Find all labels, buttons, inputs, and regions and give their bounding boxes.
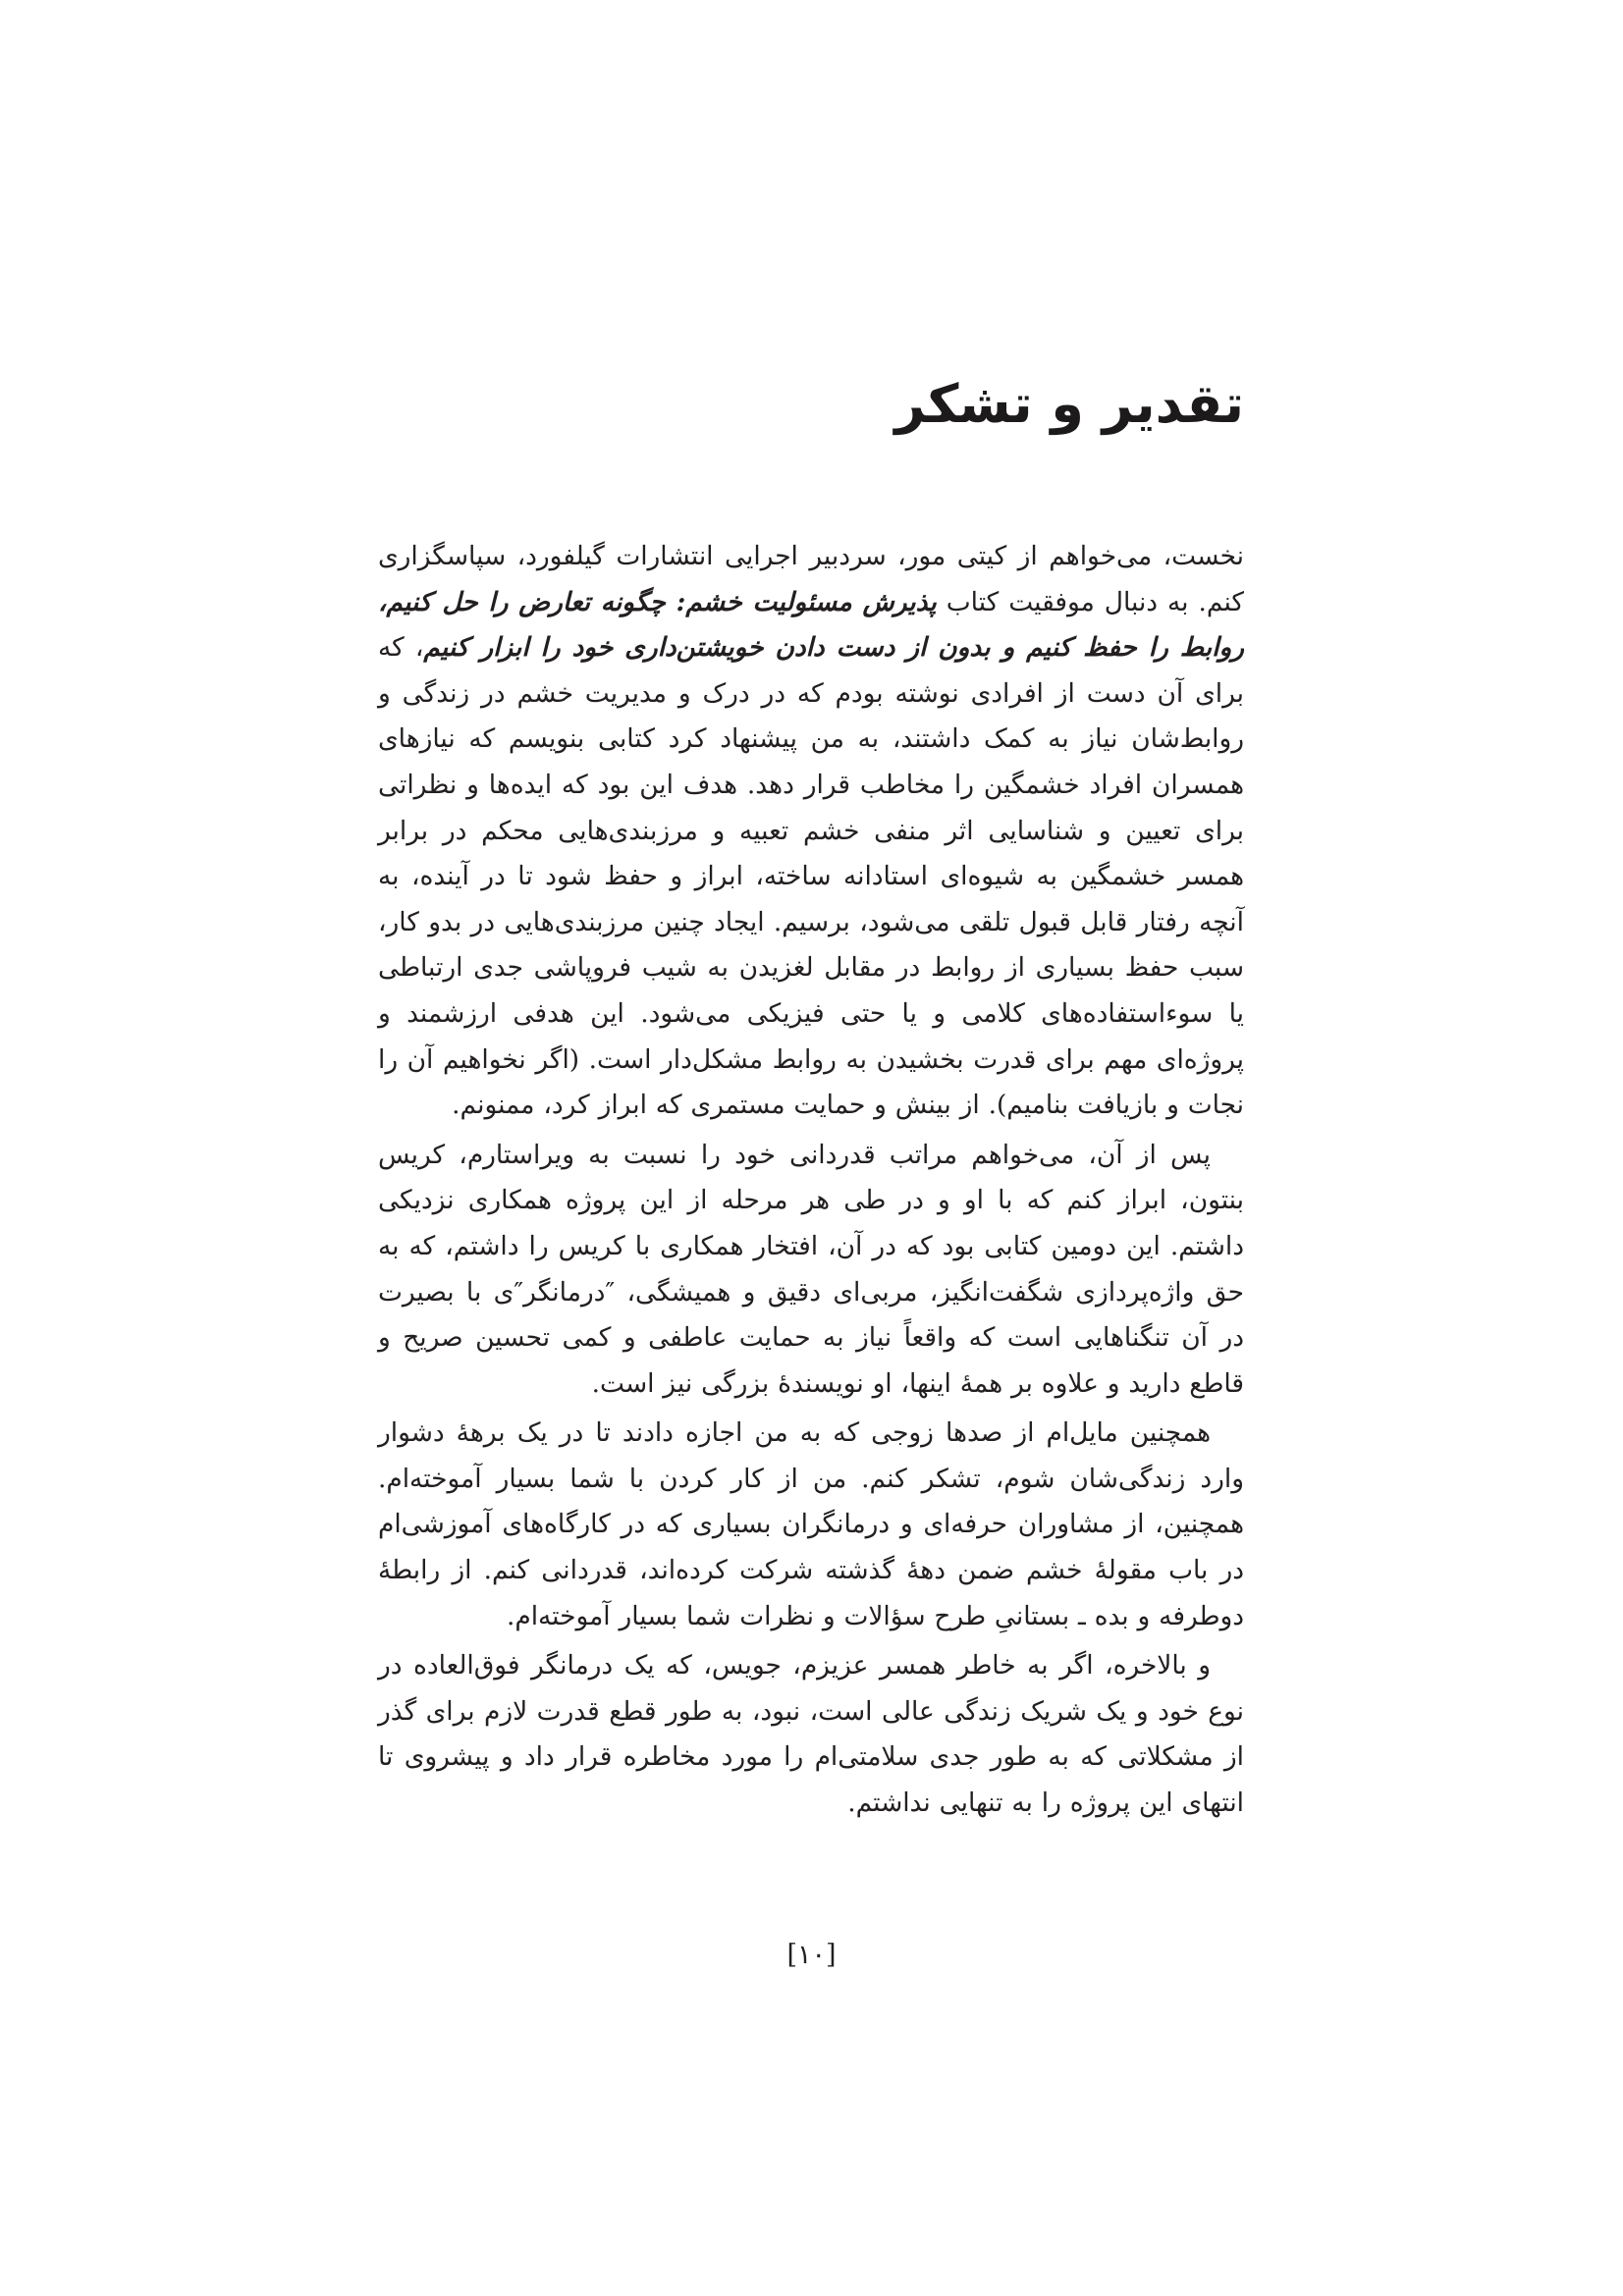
- paragraph-2: پس از آن، می‌خواهم مراتب قدردانی خود را نسبت به ویراستارم، کریس بنتون، ابراز کنم که با او و در طی هر مرحله از این پروژه همکاری نزدیکی داشتم. این دومین کتابی بود که در آن، افتخار همکاری با کریس را داشتم، که به حق واژه‌پردازی شگفت‌انگیز، مربی‌ای دقیق و همیشگی، ″درمانگر″ی با بصیرت در آن تنگناهایی است که واقعاً نیاز به حمایت عاطفی و کمی تحسین صریح و قاطع دارید و علاوه بر همهٔ اینها، او نویسندهٔ بزرگی نیز است.: [378, 1139, 1244, 1399]
- paragraph-1: [378, 534, 1244, 1129]
- paragraph-1-rest: ، که برای آن دست از افرادی نوشته بودم که در درک و مدیریت خشم در زندگی و روابط‌شان نیاز به کمک داشتند، به من پیشنهاد کرد کتابی بنویسم که نیازهای همسران افراد خشمگین را مخاطب قرار دهد. هدف این بود که ایده‌ها و نظراتی برای تعیین و شناسایی اثر منفی خشم تعبیه و مرزبندی‌هایی محکم در برابر همسر خشمگین به شیوه‌ای استادانه ساخته، ابراز و حفظ شود تا در آینده، به آنچه رفتار قابل قبول تلقی می‌شود، برسیم. ایجاد چنین مرزبندی‌هایی در بدو کار، سبب حفظ بسیاری از روابط در مقابل لغزیدن به شیب فروپاشی جدی ارتباطی یا سوءاستفاده‌های کلامی و یا حتی فیزیکی می‌شود. این هدفی ارزشمند و پروژه‌ای مهم برای قدرت بخشیدن به روابط مشکل‌دار است. (اگر نخواهیم آن را نجات و بازیافت بنامیم). از بینش و حمایت مستمری که ابراز کرد، ممنونم.: [378, 632, 1244, 1121]
- chapter-title: تقدیر و تشکر: [894, 373, 1244, 435]
- book-title: پذیرش مسئولیت خشم: چگونه تعارض را حل کنیم، روابط را حفظ کنیم و بدون از دست دادن خویشتن‌داری خود را ابزار کنیم: [378, 586, 1244, 664]
- paragraph-3: همچنین مایل‌ام از صدها زوجی که به من اجازه دادند تا در یک برههٔ دشوار وارد زندگی‌شان شوم، تشکر کنم. من از کار کردن با شما بسیار آموخته‌ام. همچنین، از مشاوران حرفه‌ای و درمانگران بسیاری که در کارگاه‌های آموزشی‌ام در باب مقولهٔ خشم ضمن دههٔ گذشته شرکت کرده‌اند، قدردانی کنم. از رابطهٔ دوطرفه و بده ـ بستانیِ طرح سؤالات و نظرات شما بسیار آموخته‌ام.: [378, 1417, 1244, 1631]
- paragraph-4: و بالاخره، اگر به خاطر همسر عزیزم، جویس، که یک درمانگر فوق‌العاده در نوع خود و یک شریک زندگی عالی است، نبود، به طور قطع قدرت لازم برای گذر از مشکلاتی که به طور جدی سلامتی‌ام را مورد مخاطره قرار داد و پیشروی تا انتهای این پروژه را به تنهایی نداشتم.: [378, 1650, 1244, 1819]
- body-text: [378, 534, 1244, 1831]
- paragraph-1-intro: نخست، می‌خواهم از کیتی مور، سردبیر اجرایی انتشارات گیلفورد، سپاسگزاری کنم. به دنبال موفقیت کتاب: [378, 541, 1244, 617]
- page-number: [۱۰]: [786, 1940, 837, 1970]
